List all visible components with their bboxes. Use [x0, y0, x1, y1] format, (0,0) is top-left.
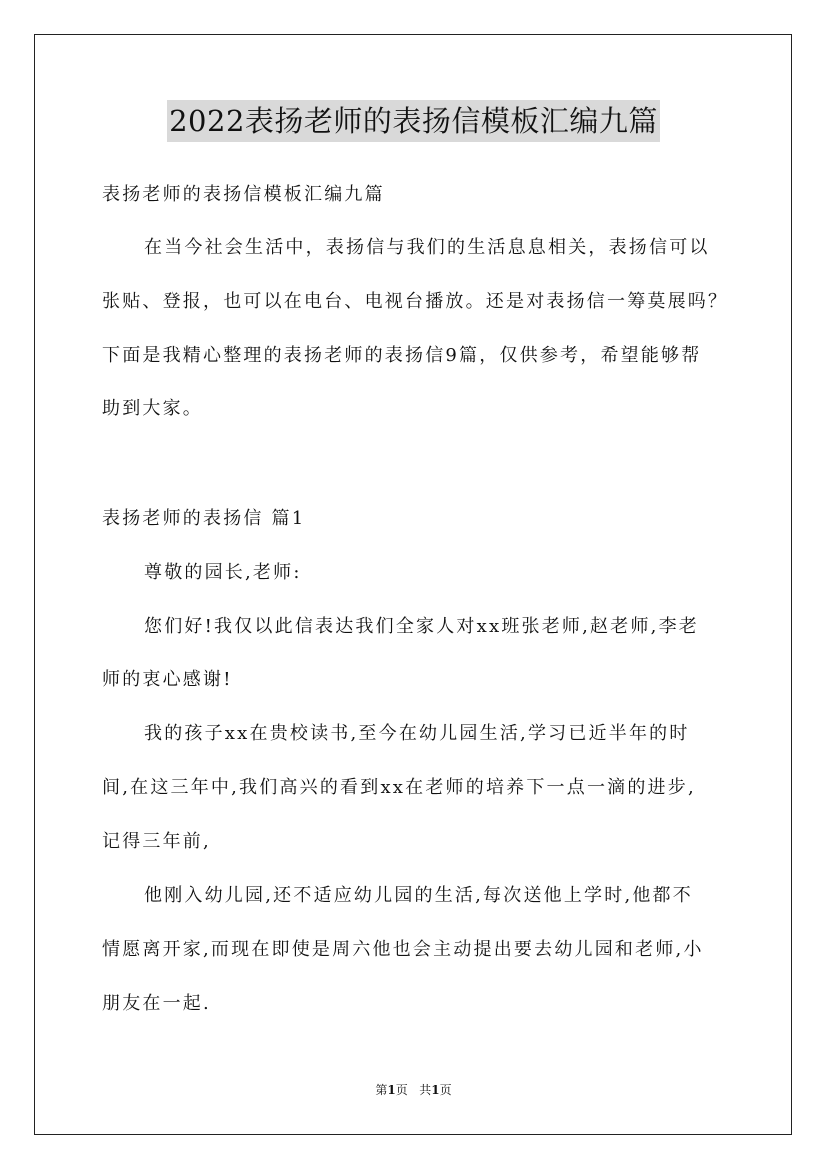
letter-line-5: 间,在这三年中,我们高兴的看到xx在老师的培养下一点一滴的进步,: [102, 777, 696, 798]
page-current: 1: [387, 1083, 396, 1097]
intro-line-1: 在当今社会生活中，表扬信与我们的生活息息相关，表扬信可以: [144, 237, 710, 258]
page-prefix: 第: [375, 1083, 388, 1097]
page-total: 1: [431, 1083, 440, 1097]
letter-line-4: 我的孩子xx在贵校读书,至今在幼儿园生活,学习已近半年的时: [144, 723, 690, 744]
letter-salutation: 尊敬的园长,老师:: [144, 562, 302, 583]
document-subtitle: 表扬老师的表扬信模板汇编九篇: [102, 184, 385, 205]
intro-line-3: 下面是我精心整理的表扬老师的表扬信9篇，仅供参考，希望能够帮: [102, 345, 702, 366]
letter-line-7: 他刚入幼儿园,还不适应幼儿园的生活,每次送他上学时,他都不: [144, 885, 693, 906]
document-title: 2022表扬老师的表扬信模板汇编九篇: [167, 100, 660, 142]
letter-line-8: 情愿离开家,而现在即使是周六他也会主动提出要去幼儿园和老师,小: [102, 939, 704, 960]
page-unit: 页: [395, 1083, 408, 1097]
intro-line-2: 张贴、登报，也可以在电台、电视台播放。还是对表扬信一筹莫展吗？: [102, 291, 729, 312]
letter-line-9: 朋友在一起.: [102, 993, 211, 1014]
letter-line-6: 记得三年前,: [102, 831, 211, 852]
page-footer: [0, 1082, 827, 1098]
section-heading: 表扬老师的表扬信 篇1: [102, 508, 306, 529]
title-container: [0, 100, 827, 142]
total-prefix: 共: [419, 1083, 432, 1097]
letter-line-3: 师的衷心感谢!: [102, 669, 233, 690]
intro-line-4: 助到大家。: [102, 398, 203, 419]
letter-line-2: 您们好!我仅以此信表达我们全家人对xx班张老师,赵老师,李老: [144, 616, 699, 637]
total-unit: 页: [439, 1083, 452, 1097]
